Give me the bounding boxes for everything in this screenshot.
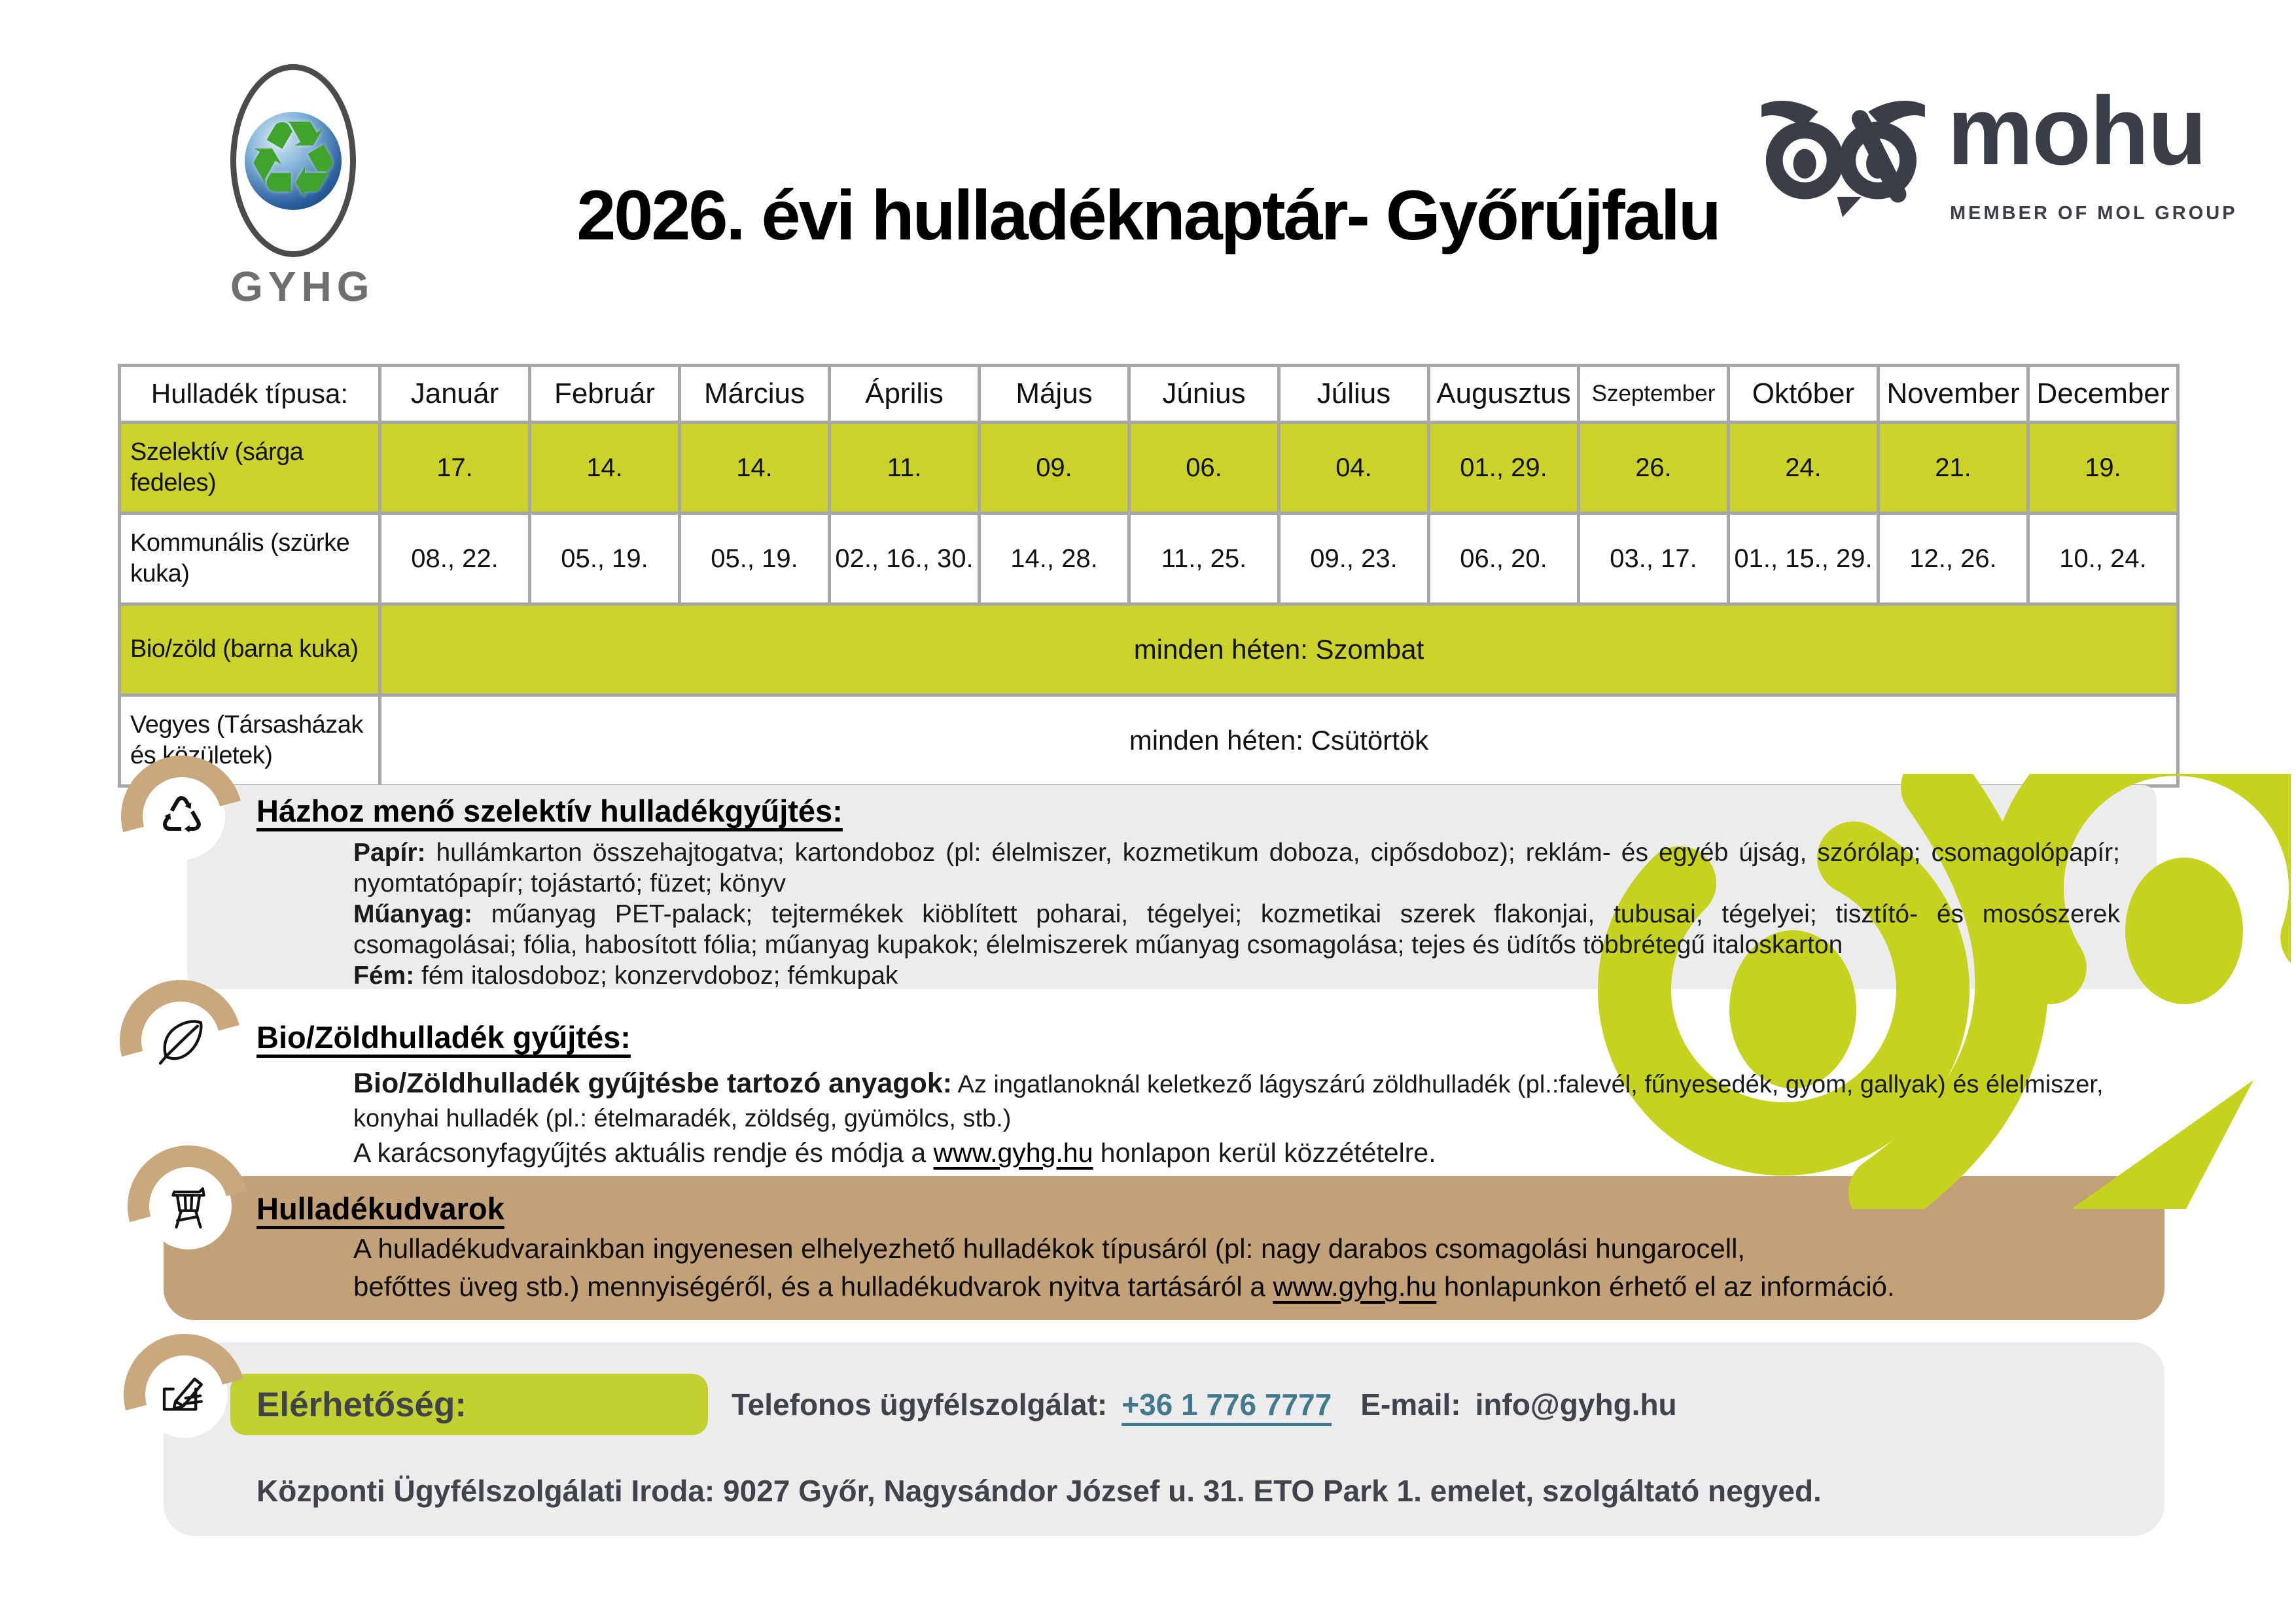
date-cell: 09. bbox=[980, 423, 1129, 514]
date-cell: 26. bbox=[1579, 423, 1729, 514]
date-cell: 11. bbox=[830, 423, 980, 514]
month-header: Augusztus bbox=[1429, 366, 1579, 423]
yards-section-heading: Hulladékudvarok bbox=[256, 1191, 504, 1226]
month-header: Április bbox=[830, 366, 980, 423]
date-cell: 01., 15., 29. bbox=[1729, 514, 1879, 604]
date-cell: 01., 29. bbox=[1429, 423, 1579, 514]
yards-section-body bbox=[353, 1230, 2146, 1306]
date-cell: 08., 22. bbox=[380, 514, 530, 604]
date-cell: 04. bbox=[1279, 423, 1429, 514]
bio-row-label: Bio/zöld (barna kuka) bbox=[120, 604, 380, 695]
pencil-write-icon bbox=[156, 1367, 213, 1423]
phone-link[interactable]: +36 1 776 7777 bbox=[1122, 1387, 1332, 1422]
leaf-badge bbox=[137, 998, 224, 1084]
yards-line2: befőttes üveg stb.) mennyiségéről, és a hulladékudvarok nyitva tartásáról a www.gyhg.hu honlapunkon érhető el az információ. bbox=[353, 1271, 1895, 1302]
month-header: Szeptember bbox=[1579, 366, 1729, 423]
bio-row bbox=[120, 604, 2178, 695]
bio-materials: Bio/Zöldhulladék gyűjtésbe tartozó anyagok: Az ingatlanoknál keletkező lágyszárú zöldhulladék (pl.:falevél, fűnyesedék, gyom, gallyak) és élelmiszer, konyhai hulladék (pl.: ételmaradék, zöldség, gyümölcs, stb.) bbox=[353, 1068, 2104, 1132]
selective-section-body bbox=[353, 837, 2120, 991]
date-cell: 14. bbox=[530, 423, 680, 514]
date-cell: 19. bbox=[2028, 423, 2178, 514]
mohu-logo-text: mohu bbox=[1947, 77, 2206, 185]
month-header: Február bbox=[530, 366, 680, 423]
yards-line1: A hulladékudvarainkban ingyenesen elhelyezhető hulladékok típusáról (pl: nagy darabos csomagolási hungarocell, bbox=[353, 1233, 1746, 1264]
date-cell: 17. bbox=[380, 423, 530, 514]
waste-yard-badge bbox=[145, 1163, 232, 1249]
gyhg-website-link[interactable]: www.gyhg.hu bbox=[933, 1138, 1093, 1168]
bio-section-body bbox=[353, 1066, 2166, 1170]
contact-address: Központi Ügyfélszolgálati Iroda: 9027 Győr, Nagysándor József u. 31. ETO Park 1. emelet, szolgáltató negyed. bbox=[256, 1474, 1822, 1508]
date-cell: 21. bbox=[1879, 423, 2028, 514]
metal-item: Fém: fém italosdoboz; konzervdoboz; fémkupak bbox=[353, 962, 898, 990]
contact-pill-label: Elérhetőség: bbox=[256, 1385, 467, 1424]
date-cell: 05., 19. bbox=[680, 514, 830, 604]
month-header: Október bbox=[1729, 366, 1879, 423]
month-header: November bbox=[1879, 366, 2028, 423]
mohu-tagline: MEMBER OF MOL GROUP bbox=[1950, 203, 2238, 224]
mixed-row-label: Vegyes (Társasházak és közületek) bbox=[120, 695, 380, 786]
gyhg-website-link[interactable]: www.gyhg.hu bbox=[1273, 1271, 1437, 1302]
waste-cart-icon bbox=[161, 1179, 216, 1234]
phone-label: Telefonos ügyfélszolgálat: bbox=[732, 1387, 1108, 1422]
date-cell: 03., 17. bbox=[1579, 514, 1729, 604]
month-header: Január bbox=[380, 366, 530, 423]
type-column-header: Hulladék típusa: bbox=[120, 366, 380, 423]
month-header: Július bbox=[1279, 366, 1429, 423]
selective-section-heading: Házhoz menő szelektív hulladékgyűjtés: bbox=[256, 794, 843, 828]
mixed-row bbox=[120, 695, 2178, 786]
email-value: info@gyhg.hu bbox=[1475, 1387, 1677, 1422]
christmas-tree-note: A karácsonyfagyűjtés aktuális rendje és módja a www.gyhg.hu honlapon kerül közzétételre. bbox=[353, 1138, 1436, 1168]
date-cell: 06., 20. bbox=[1429, 514, 1579, 604]
recycle-arrows-icon: ♻ bbox=[245, 100, 342, 220]
plastic-item: Műanyag: műanyag PET-palack; tejtermékek kiöblített poharai, tégelyei; kozmetikai szerek flakonjai, tubusai, tégelyei; tisztító- és mosószerek csomagolásai; fólia, habosított fólia; műanyag kupakok; élelmiszerek műanyag csomagolása; tejes és üdítős többrétegű italoskarton bbox=[353, 900, 2120, 959]
contact-pill bbox=[230, 1374, 708, 1435]
municipal-row-label: Kommunális (szürke kuka) bbox=[120, 514, 380, 604]
selective-row-label: Szelektív (sárga fedeles) bbox=[120, 423, 380, 514]
month-header: Június bbox=[1129, 366, 1279, 423]
waste-calendar-table bbox=[118, 364, 2180, 788]
bio-section-heading: Bio/Zöldhulladék gyűjtés: bbox=[256, 1020, 631, 1055]
mohu-owl-icon bbox=[1759, 96, 1928, 218]
date-cell: 09., 23. bbox=[1279, 514, 1429, 604]
mixed-schedule-cell: minden héten: Csütörtök bbox=[380, 695, 2178, 786]
month-header: December bbox=[2028, 366, 2178, 423]
paper-item: Papír: hullámkarton összehajtogatva; kartondoboz (pl: élelmiszer, kozmetikum doboza, cipősdoboz); reklám- és egyéb újság, szórólap; csomagolópapír; nyomtatópapír; tojástartó; füzet; könyv bbox=[353, 839, 2120, 898]
email-label: E-mail: bbox=[1360, 1387, 1461, 1422]
municipal-row bbox=[120, 514, 2178, 604]
date-cell: 14. bbox=[680, 423, 830, 514]
date-cell: 24. bbox=[1729, 423, 1879, 514]
selective-row bbox=[120, 423, 2178, 514]
contact-badge bbox=[141, 1352, 228, 1438]
month-header: Március bbox=[680, 366, 830, 423]
recycle-icon: ♺ bbox=[159, 787, 205, 846]
date-cell: 14., 28. bbox=[980, 514, 1129, 604]
page-title: 2026. évi hulladéknaptár- Győrújfalu bbox=[576, 175, 1720, 254]
date-cell: 12., 26. bbox=[1879, 514, 2028, 604]
leaf-icon bbox=[152, 1013, 209, 1069]
date-cell: 02., 16., 30. bbox=[830, 514, 980, 604]
date-cell: 06. bbox=[1129, 423, 1279, 514]
date-cell: 05., 19. bbox=[530, 514, 680, 604]
month-header-row bbox=[120, 366, 2178, 423]
month-header: Május bbox=[980, 366, 1129, 423]
recycle-badge bbox=[139, 773, 225, 860]
contact-line bbox=[732, 1374, 1677, 1435]
date-cell: 10., 24. bbox=[2028, 514, 2178, 604]
gyhg-logo-text: GYHG bbox=[230, 263, 375, 310]
bio-schedule-cell: minden héten: Szombat bbox=[380, 604, 2178, 695]
date-cell: 11., 25. bbox=[1129, 514, 1279, 604]
